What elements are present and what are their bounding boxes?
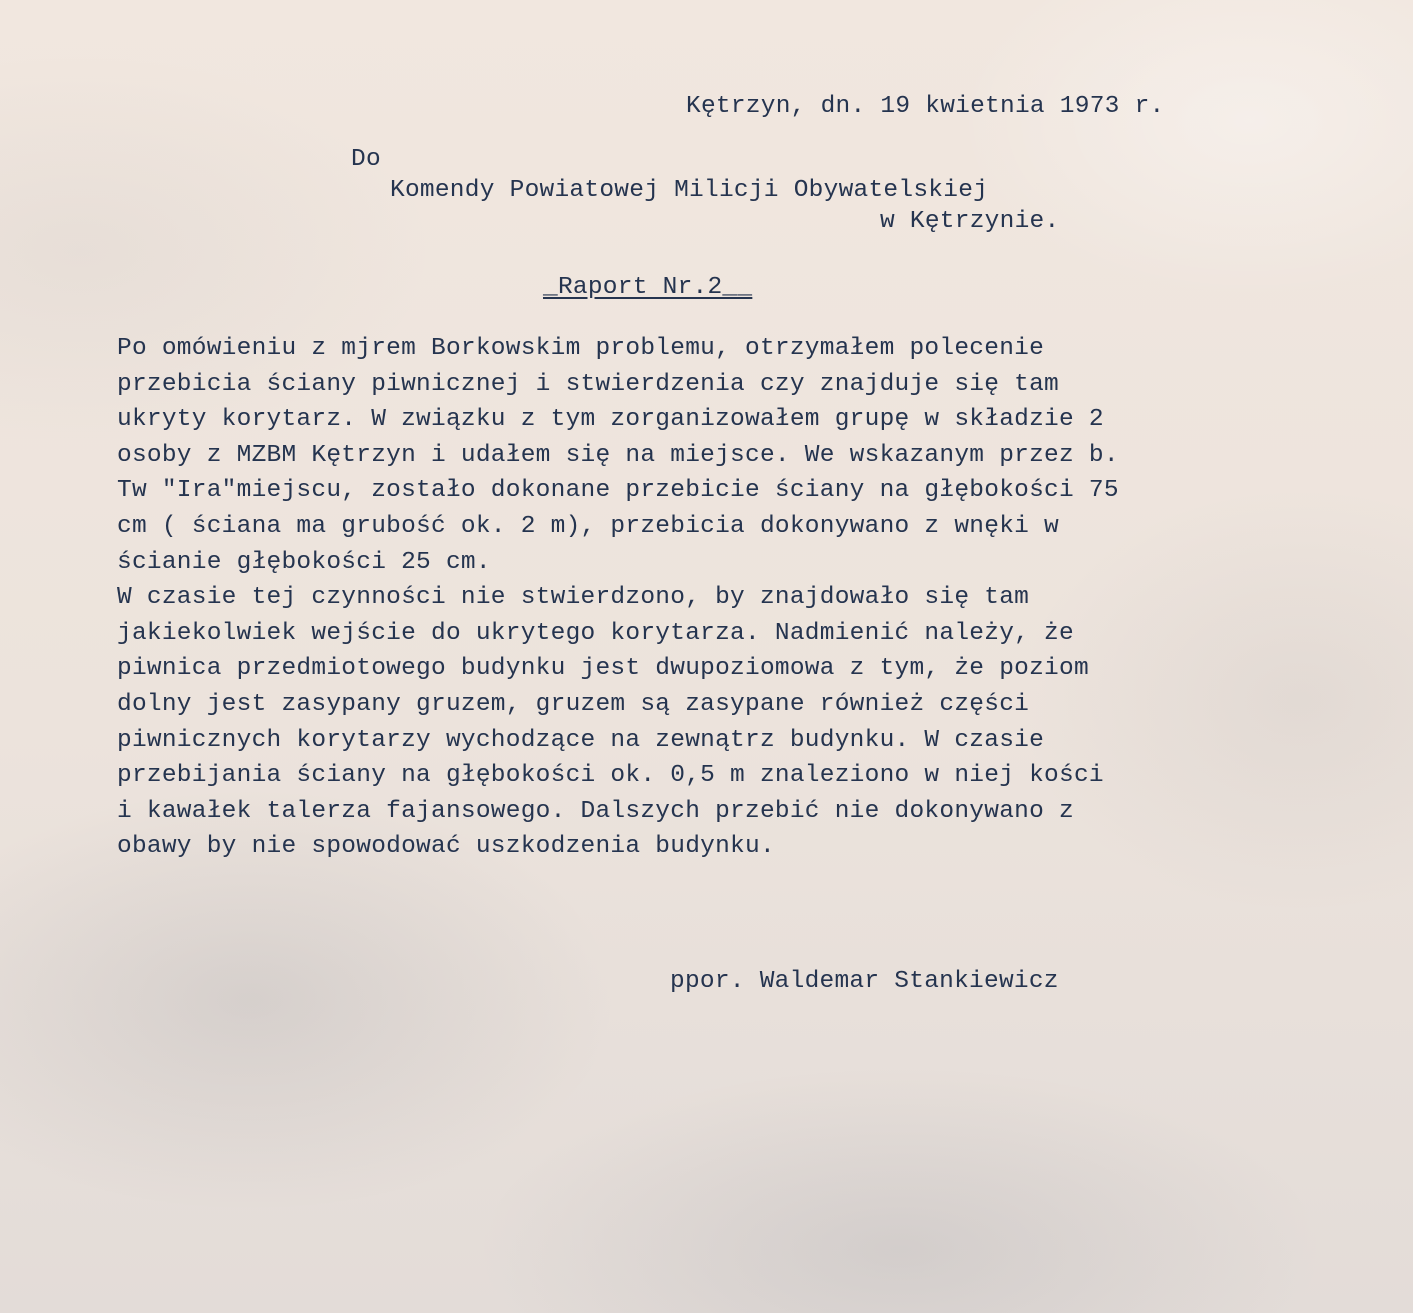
recipient-to: Do <box>351 146 381 173</box>
place-and-date: Kętrzyn, dn. 19 kwietnia 1973 r. <box>686 93 1165 120</box>
recipient-name: Komendy Powiatowej Milicji Obywatelskiej <box>390 177 989 204</box>
report-title: _Raport Nr.2__ <box>543 274 753 301</box>
recipient-location: w Kętrzynie. <box>880 208 1060 235</box>
report-body: Po omówieniu z mjrem Borkowskim problemu, otrzymałem polecenie przebicia ściany piwnicznej i stwierdzenia czy znajduje się tam ukryty korytarz. W związku z tym zorganizowałem grupę w składzie 2 osoby z MZBM Kętrzyn i udałem się na miejsce. We wskazanym przez b. Tw "Ira"miejscu, zostało dokonane przebicie ściany na głębokości 75 cm ( ściana ma grubość ok. 2 m), przebicia dokonywano z wnęki w ścianie głębokości 25 cm. W czasie tej czynności nie stwierdzono, by znajdowało się tam jakiekolwiek wejście do ukrytego korytarza. Nadmienić należy, że piwnica przedmiotowego budynku jest dwupoziomowa z tym, że poziom dolny jest zasypany gruzem, gruzem są zasypane również części piwnicznych korytarzy wychodzące na zewnątrz budynku. W czasie przebijania ściany na głębokości ok. 0,5 m znaleziono w niej kości i kawałek talerza fajansowego. Dalszych przebić nie dokonywano z obawy by nie spowodować uszkodzenia budynku. <box>117 335 1119 861</box>
signature: ppor. Waldemar Stankiewicz <box>670 968 1059 995</box>
